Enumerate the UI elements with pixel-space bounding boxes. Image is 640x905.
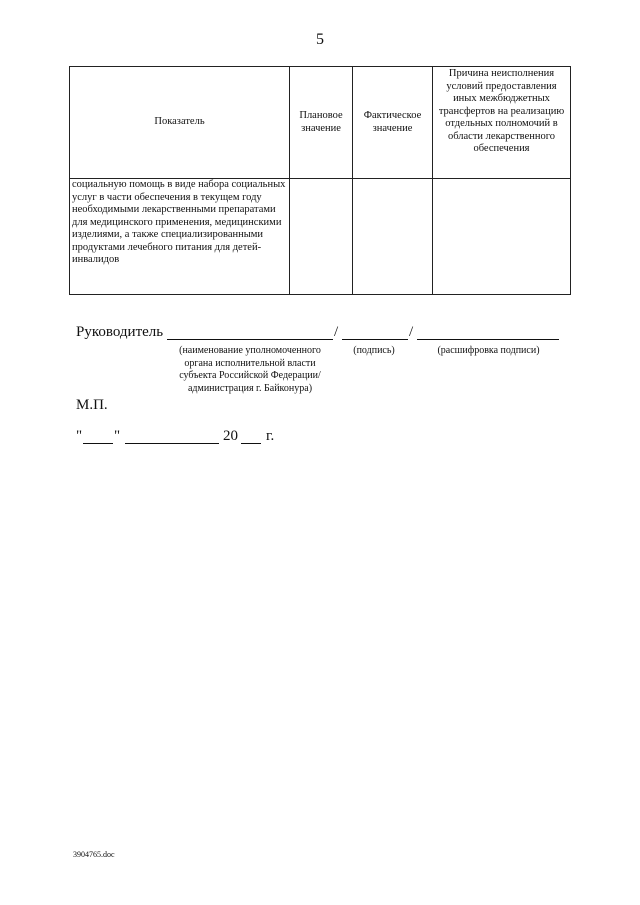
table-row	[70, 179, 571, 295]
day-blank	[83, 443, 113, 444]
indicators-table	[69, 66, 571, 295]
stamp-label: М.П.	[76, 397, 108, 413]
page-number: 5	[316, 31, 324, 48]
cell-planned	[290, 179, 353, 295]
cell-actual	[353, 179, 433, 295]
header-reason: Причина неисполнения условий предоставления иных межбюджетных трансфертов на реализацию отдельных полномочий в области лекарственного обеспечения	[433, 67, 571, 179]
month-blank	[125, 443, 219, 444]
hint-org: (наименование уполномоченного органа исполнительной власти субъекта Российской Федерации/ администрация г. Байконура)	[179, 345, 321, 394]
date-quote-close: "	[114, 428, 121, 444]
hint-decode: (расшифровка подписи)	[437, 345, 540, 356]
header-planned: Плановое значение	[290, 67, 353, 179]
decode-blank	[417, 339, 559, 340]
separator-1: /	[334, 324, 339, 340]
cell-indicator: социальную помощь в виде набора социальных услуг в части обеспечения в текущем году необходимыми лекарственными препаратами для медицинского применения, медицинскими изделиями, а также специализированными продуктами лечебного питания для детей-инвалидов	[70, 179, 290, 295]
year-suffix: г.	[266, 428, 275, 444]
document-reference: 3904765.doc	[73, 850, 115, 859]
header-indicator: Показатель	[70, 67, 290, 179]
header-actual: Фактическое значение	[353, 67, 433, 179]
table-header-row	[70, 67, 571, 179]
cell-reason	[433, 179, 571, 295]
sign-blank	[342, 339, 408, 340]
signature-line	[76, 324, 576, 346]
year-prefix: 20	[223, 428, 238, 444]
org-blank	[167, 339, 333, 340]
date-line	[76, 428, 296, 450]
signature-block	[76, 324, 576, 394]
separator-2: /	[409, 324, 414, 340]
date-quote-open: "	[76, 428, 83, 444]
hint-sign: (подпись)	[353, 345, 395, 356]
year-blank	[241, 443, 261, 444]
signature-label: Руководитель	[76, 324, 164, 340]
